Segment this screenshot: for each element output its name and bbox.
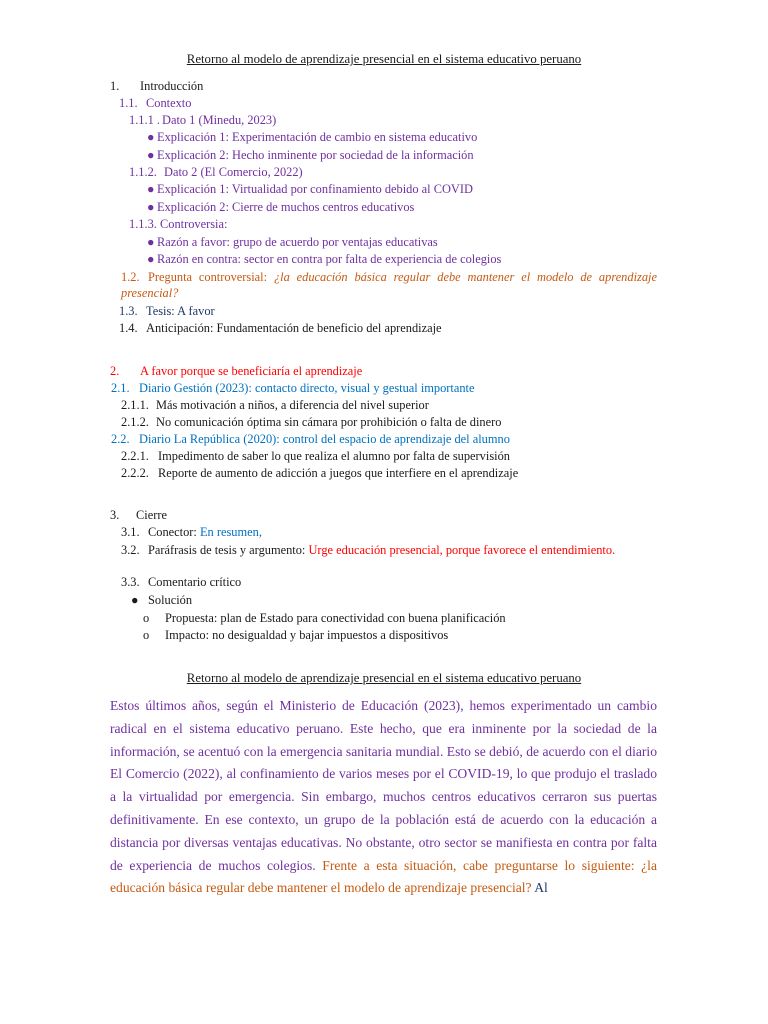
section-1-2-label: Pregunta controversial: (148, 270, 268, 284)
list-item-text: Explicación 2: Cierre de muchos centros educativos (157, 200, 415, 214)
impact-text: Impacto: no desigualdad y bajar impuestos a dispositivos (165, 628, 449, 642)
section-3 (110, 507, 167, 523)
circle-bullet-icon: o (143, 628, 150, 642)
section-2-2-2-number: 2.2.2. (121, 466, 149, 480)
section-3-3-number: 3.3. (121, 575, 140, 589)
essay-context-text: Estos últimos años, según el Ministerio de Educación (2023), hemos experimentado un cambio radical en el sistema educativo peruano. Este hecho, que era inminente por la sociedad de la información, se acentuó con la emergencia sanitaria mundial. Esto se debió, de acuerdo con el diario El Comercio (2022), al confinamiento de varios meses por el COVID-19, lo que produjo el traslado a la virtualidad por emergencia. Sin embargo, muchos centros educativos cerraron sus puertas definitivamente. En ese contexto, un grupo de la población está de acuerdo con la educación a distancia por diversas ventajas educativas. No obstante, otro sector se manifiesta en contra por falta de experiencia de muchos colegios. (110, 698, 657, 873)
section-1-2 (121, 269, 657, 301)
bullet-icon: ● (147, 182, 155, 196)
section-1-1-3 (129, 216, 227, 232)
section-1-1-1-number: 1.1.1 . (129, 113, 160, 127)
section-2-1-1 (121, 397, 429, 413)
section-3-1-label: Conector: (148, 525, 197, 539)
section-3-3-label: Comentario crítico (148, 575, 242, 589)
bullet-icon: ● (147, 200, 155, 214)
section-1-3-number: 1.3. (119, 304, 138, 318)
bullet-icon: ● (131, 593, 139, 607)
list-item (143, 627, 448, 643)
section-3-number: 3. (110, 508, 120, 522)
list-item (147, 129, 477, 145)
list-item (147, 181, 473, 197)
controversial-question: ¿la educación básica regular debe mantener el modelo de aprendizaje presencial? (121, 270, 657, 300)
bullet-icon: ● (147, 148, 155, 162)
section-1-1-3-number: 1.1.3. (129, 217, 157, 231)
section-1-1 (119, 95, 191, 111)
section-3-2 (121, 542, 657, 558)
solution-label: Solución (148, 593, 193, 607)
section-1-1-number: 1.1. (119, 96, 138, 110)
section-2-2-2-label: Reporte de aumento de adicción a juegos que interfiere en el aprendizaje (158, 466, 519, 480)
section-1-1-3-label: Controversia: (160, 217, 228, 231)
section-1-3 (119, 303, 215, 319)
section-2-1-1-number: 2.1.1. (121, 398, 149, 412)
section-3-3 (121, 574, 241, 590)
section-2-1-2-label: No comunicación óptima sin cámara por prohibición o falta de dinero (156, 415, 502, 429)
section-1-4 (119, 320, 442, 336)
section-3-2-number: 3.2. (121, 543, 140, 557)
section-2-2-number: 2.2. (111, 432, 130, 446)
list-item-text: Explicación 1: Experimentación de cambio en sistema educativo (157, 130, 478, 144)
section-2 (110, 363, 362, 379)
section-1-number: 1. (110, 79, 120, 93)
section-1-1-2-label: Dato 2 (El Comercio, 2022) (164, 165, 303, 179)
section-3-1 (121, 524, 262, 540)
essay-title: Retorno al modelo de aprendizaje presencial en el sistema educativo peruano (186, 671, 582, 685)
list-item (143, 610, 506, 626)
section-3-2-label: Paráfrasis de tesis y argumento: (148, 543, 306, 557)
section-2-1-label: Diario Gestión (2023): contacto directo, visual y gestual importante (139, 381, 475, 395)
section-1-3-label: Tesis: A favor (146, 304, 215, 318)
outline-title: Retorno al modelo de aprendizaje presencial en el sistema educativo peruano (186, 52, 582, 66)
list-item (147, 147, 474, 163)
section-1-1-2 (129, 164, 303, 180)
section-1-1-2-number: 1.1.2. (129, 165, 157, 179)
section-2-label: A favor porque se beneficiaría el aprendizaje (140, 364, 363, 378)
section-2-1 (111, 380, 475, 396)
list-item (147, 251, 501, 267)
list-item-text: Explicación 2: Hecho inminente por sociedad de la información (157, 148, 474, 162)
section-1 (110, 78, 203, 94)
section-2-1-number: 2.1. (111, 381, 130, 395)
bullet-icon: ● (147, 252, 155, 266)
section-1-1-label: Contexto (146, 96, 192, 110)
section-2-2 (111, 431, 510, 447)
essay-thesis-start-text: Al (534, 880, 548, 896)
circle-bullet-icon: o (143, 611, 150, 625)
section-1-label: Introducción (140, 79, 204, 93)
list-item (147, 199, 414, 215)
section-1-4-label: Anticipación: Fundamentación de beneficio del aprendizaje (146, 321, 442, 335)
list-item (147, 234, 438, 250)
section-1-1-1 (129, 112, 276, 128)
section-2-1-2-number: 2.1.2. (121, 415, 149, 429)
section-2-2-1 (121, 448, 510, 464)
section-2-number: 2. (110, 364, 120, 378)
essay-paragraph (110, 695, 657, 900)
list-item-text: Explicación 1: Virtualidad por confinamiento debido al COVID (157, 182, 473, 196)
section-1-2-number: 1.2. (121, 270, 140, 284)
section-2-2-1-number: 2.2.1. (121, 449, 149, 463)
section-1-1-1-label: Dato 1 (Minedu, 2023) (162, 113, 277, 127)
proposal-text: Propuesta: plan de Estado para conectividad con buena planificación (165, 611, 506, 625)
connector-value: En resumen, (199, 525, 262, 539)
list-item-text: Razón en contra: sector en contra por falta de experiencia de colegios (157, 252, 502, 266)
section-2-1-2 (121, 414, 501, 430)
section-2-1-1-label: Más motivación a niños, a diferencia del nivel superior (156, 398, 429, 412)
section-2-2-label: Diario La República (2020): control del espacio de aprendizaje del alumno (139, 432, 510, 446)
section-3-1-number: 3.1. (121, 525, 140, 539)
bullet-icon: ● (147, 130, 155, 144)
section-2-2-2 (121, 465, 518, 481)
list-item (131, 592, 192, 608)
section-1-4-number: 1.4. (119, 321, 138, 335)
essay-question-text: Frente a esta situación, cabe preguntarse lo siguiente: ¿la educación básica regular debe mantener el modelo de aprendizaje presencial? (110, 857, 657, 896)
section-3-label: Cierre (136, 508, 167, 522)
paraphrase-value: Urge educación presencial, porque favorece el entendimiento. (308, 543, 616, 557)
list-item-text: Razón a favor: grupo de acuerdo por ventajas educativas (157, 235, 438, 249)
section-2-2-1-label: Impedimento de saber lo que realiza el alumno por falta de supervisión (158, 449, 510, 463)
bullet-icon: ● (147, 235, 155, 249)
